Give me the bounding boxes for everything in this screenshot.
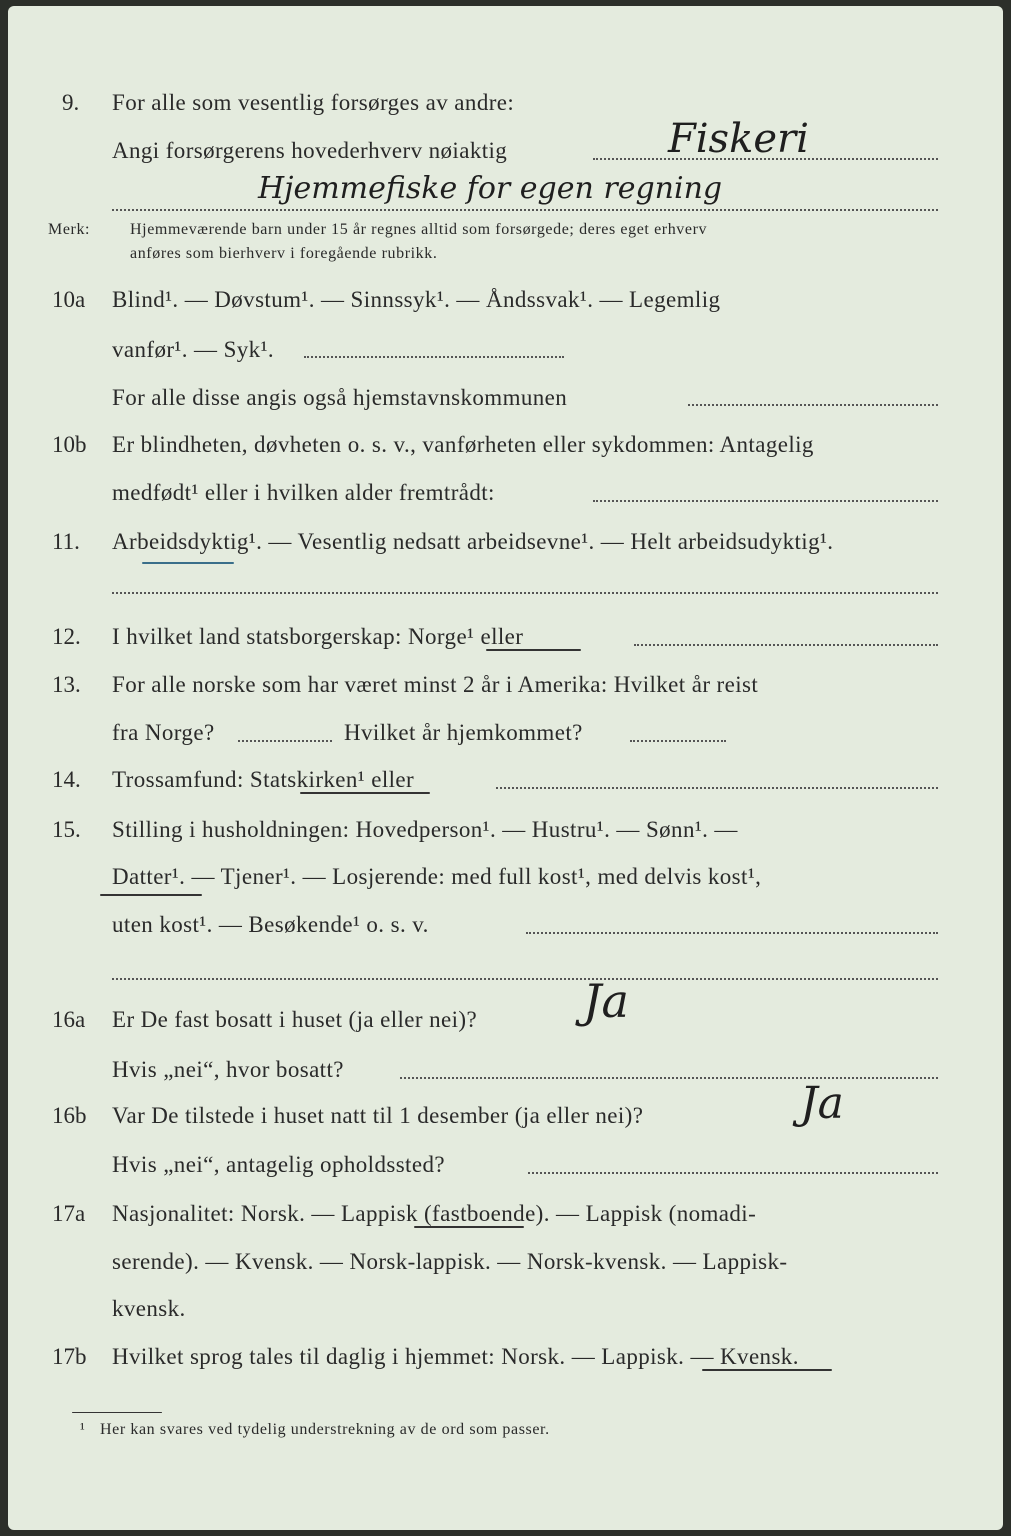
q10a-hjemstavn-line [688,404,938,406]
q9-text-line1: For alle som vesentlig forsørges av andre: [112,90,515,115]
q11-answer-underline [142,562,234,564]
q14-number: 14. [52,767,81,792]
q16a-text-line2: Hvis „nei“, hvor bosatt? [112,1057,344,1082]
q16a-answer-line [400,1077,938,1079]
q9-answer1-handwriting: Fiskeri [668,116,809,162]
footnote-mark: ¹ [80,1421,86,1438]
q17a-answer-underline [414,1226,524,1228]
q15-extra-line [112,978,938,980]
q9-text-line2: Angi forsørgerens hovederhverv nøiaktig [112,138,508,163]
q10b-number: 10b [52,432,87,457]
q16b-text-line1: Var De tilstede i huset natt til 1 desember (ja eller nei)? [112,1103,644,1128]
q15-text-line3: uten kost¹. — Besøkende¹ o. s. v. [112,912,429,937]
q14-answer-line [496,787,938,789]
q17a-text-line2: serende). — Kvensk. — Norsk-lappisk. — Norsk-kvensk. — Lappisk- [112,1249,788,1274]
q16b-answer-line [528,1172,938,1174]
q17a-text-line1: Nasjonalitet: Norsk. — Lappisk (fastboende). — Lappisk (nomadi- [112,1201,757,1226]
q12-answer-underline [486,649,581,651]
q16b-text-line2: Hvis „nei“, antagelig opholdssted? [112,1152,445,1177]
q13-text-line2a: fra Norge? [112,720,215,745]
q10a-text-line2: vanfør¹. — Syk¹. [112,337,275,362]
q16b-answer-handwriting: Ja [800,1078,844,1129]
merk-label: Merk: [48,221,91,238]
q12-number: 12. [52,624,81,649]
q13-number: 13. [52,672,81,697]
q17b-number: 17b [52,1344,87,1369]
q14-text-line1: Trossamfund: Statskirken¹ eller [112,767,415,792]
footnote-rule [72,1412,162,1413]
q17b-answer-underline [702,1369,832,1371]
q10a-text-line1: Blind¹. — Døvstum¹. — Sinnssyk¹. — Åndssvak¹. — Legemlig [112,287,721,312]
census-form-page [8,6,1003,1530]
q11-number: 11. [52,529,80,554]
q15-text-line1: Stilling i husholdningen: Hovedperson¹. — Hustru¹. — Sønn¹. — [112,817,738,842]
q10a-number: 10a [52,287,86,312]
q10b-text-line1: Er blindheten, døvheten o. s. v., vanførheten eller sykdommen: Antagelig [112,432,814,457]
q9-answer-line2 [112,209,938,211]
q16b-number: 16b [52,1103,87,1128]
q11-text-line1: Arbeidsdyktig¹. — Vesentlig nedsatt arbeidsevne¹. — Helt arbeidsudyktig¹. [112,529,834,554]
q15-answer-underline [100,894,202,896]
q16a-answer-handwriting: Ja [583,974,629,1028]
q13-hjemkommet-line [630,740,726,742]
q12-text-line1: I hvilket land statsborgerskap: Norge¹ eller [112,624,524,649]
q10a-answer-line [304,356,564,358]
q10a-text-line3: For alle disse angis også hjemstavnskommunen [112,385,568,410]
q15-text-line2: Datter¹. — Tjener¹. — Losjerende: med full kost¹, med delvis kost¹, [112,864,762,889]
q10b-text-line2: medfødt¹ eller i hvilken alder fremtrådt: [112,480,495,505]
q13-reist-line [238,740,332,742]
q9-number: 9. [62,90,80,115]
q10b-answer-line [593,500,938,502]
merk-line1: Hjemmeværende barn under 15 år regnes alltid som forsørgede; deres eget erhverv [130,221,708,238]
q13-text-line1: For alle norske som har været minst 2 år i Amerika: Hvilket år reist [112,672,759,697]
q13-text-line2b: Hvilket år hjemkommet? [344,720,583,745]
q15-number: 15. [52,817,81,842]
q17b-text-line1: Hvilket sprog tales til daglig i hjemmet: Norsk. — Lappisk. — Kvensk. [112,1344,799,1369]
q16a-number: 16a [52,1007,86,1032]
q15-answer-line [526,932,938,934]
q11-answer-line [112,592,938,594]
merk-line2: anføres som bierhverv i foregående rubrikk. [130,245,438,262]
q17a-text-line3: kvensk. [112,1296,186,1321]
q14-answer-underline [300,792,430,794]
q16a-text-line1: Er De fast bosatt i huset (ja eller nei)? [112,1007,478,1032]
q12-answer-line [634,644,938,646]
q17a-number: 17a [52,1201,86,1226]
footnote-text: Her kan svares ved tydelig understrekning av de ord som passer. [100,1421,550,1438]
q9-answer2-handwriting: Hjemmefiske for egen regning [258,171,723,206]
